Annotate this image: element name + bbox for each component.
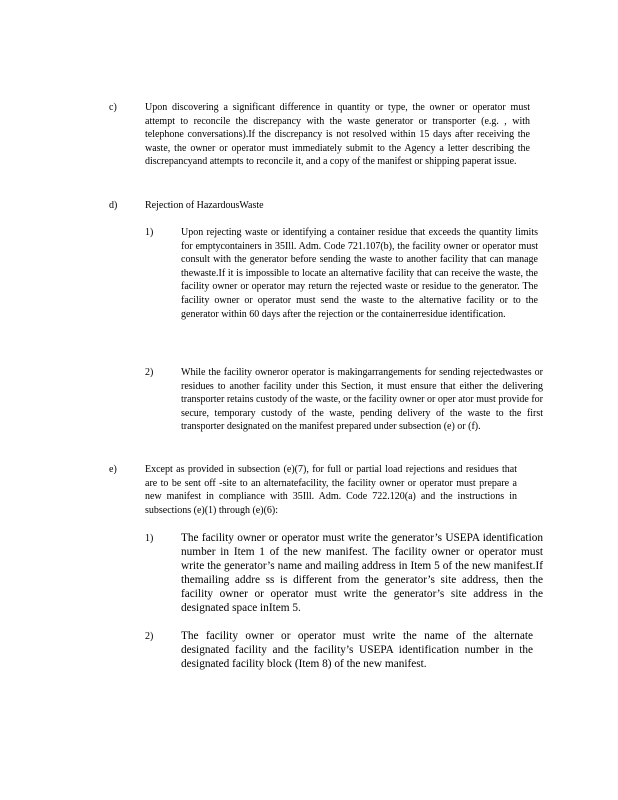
section-c-paragraph: Upon discovering a significant difference in quantity or type, the owner or operator must attempt to reconcile the discrepancy with the waste generator or transporter (e.g. , with telephone conversations).If the discrepancy is not resolved within 15 days after receiving the waste, the owner or operator must immediately submit to the Agency a letter describing the discrepancyand attempts to reconcile it, and a copy of the manifest or shipping paperat issue. [145,102,530,168]
section-d-item-1-marker: 1) [145,227,154,238]
section-d-item-1-paragraph: Upon rejecting waste or identifying a container residue that exceeds the quantity limits for emptycontainers in 35Ill. Adm. Code 721.107(b), the facility owner or operator must consult with the generator before sending the waste to another facility that can manage thewaste.If it is impossible to locate an alternative facility that can receive the waste, the facility owner or operator may return the rejected waste or residue to the generator. The facility owner or operator must send the waste to the alternative facility or to the generator within 60 days after the rejection or the containerresidue identification. [181,227,538,320]
section-d-marker: d) [109,200,118,211]
section-e-item-1-paragraph: The facility owner or operator must write the generator’s USEPA identification number in Item 1 of the new manifest. The facility owner or operator must write the generator’s name and mailing address in Item 5 of the new manifest.If themailing addre ss is different from the generator’s site address, then the facility owner or operator must write the generator’s site address in the designated space inItem 5. [181,532,543,614]
section-e-item-2-marker: 2) [145,631,154,642]
section-d-heading: Rejection of HazardousWaste [145,200,264,211]
section-d-item-2-paragraph: While the facility owneror operator is makingarrangements for sending rejectedwastes or residues to another facility under this Section, it must ensure that either the delivering transporter retains custody of the waste, or the facility owner or oper ator must provide for secure, temporary custody of the waste, pending delivery of the waste to the first transporter designated on the manifest prepared under subsection (e) or (f). [181,367,543,433]
section-c-marker: c) [109,102,117,113]
section-e-marker: e) [109,464,117,475]
section-e-paragraph: Except as provided in subsection (e)(7), for full or partial load rejections and residues that are to be sent off -site to an alternatefacility, the facility owner or operator must prepare a new manifest in compliance with 35Ill. Adm. Code 722.120(a) and the instructions in subsections (e)(1) through (e)(6): [145,464,517,516]
section-e-item-1-marker: 1) [145,533,154,544]
section-d-item-2-marker: 2) [145,367,154,378]
section-e-item-2-paragraph: The facility owner or operator must write the name of the alternate designated facility and the facility’s USEPA identification number in the designated facility block (Item 8) of the new manifest. [181,630,533,670]
